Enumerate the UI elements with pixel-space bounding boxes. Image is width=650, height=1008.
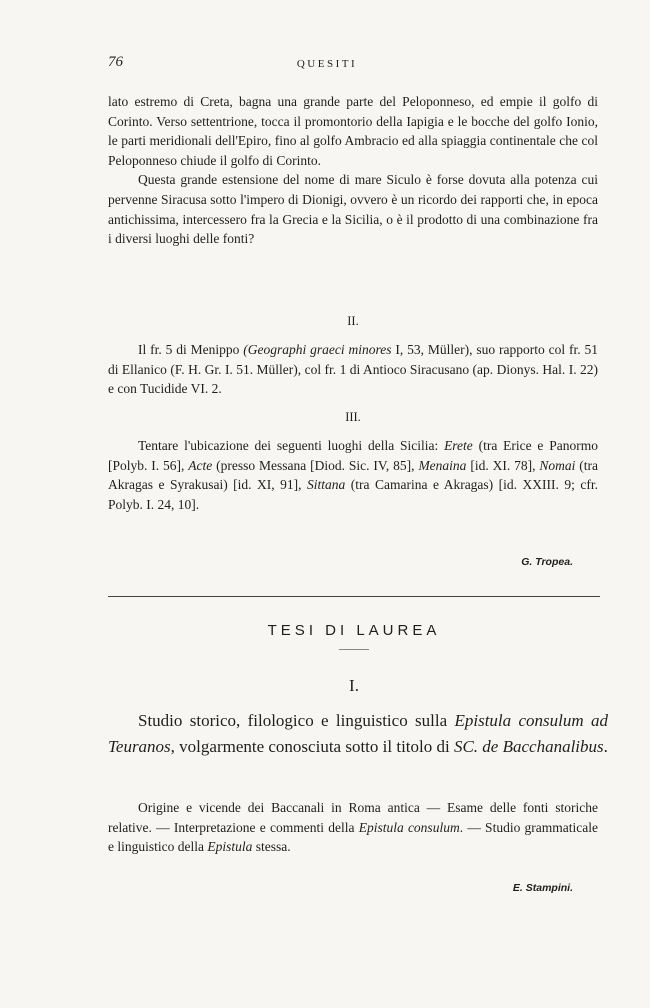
running-head: QUESITI [296,58,358,70]
text-span: Origine e vicende dei Baccanali in Roma antica — Esame delle fonti storiche relative. — Interpretazione e commenti della [108,800,598,835]
italic-span: Erete [444,438,473,453]
text-span: Il fr. 5 di Menippo [138,342,244,357]
thesis-description-text [108,798,598,857]
text-span: . [603,737,608,756]
tesi-heading: TESI DI LAUREA [267,622,441,639]
section-2-text [108,340,598,399]
text-span: (tra Akragas e Syrakusai) [id. XI, 91], [108,457,598,493]
thesis-title-text [108,708,608,760]
italic-span: Nomai [539,457,576,473]
signature-tropea: G. Tropea. [521,556,573,568]
text-span: Studio storico, filologico e linguistico sulla [138,711,455,730]
italic-span: SC. de Bacchanalibus [453,737,604,756]
italic-span: Sittana [307,477,346,493]
section-3-paragraph [108,436,598,514]
italic-span: Epistula consulum ad Teuranos [108,711,608,756]
text-span: (tra Erice e Panormo [Polyb. I. 56], [108,438,598,473]
section-numeral-3: III. [345,410,361,424]
heading-ornament [339,649,369,650]
tesi-numeral: I. [349,676,359,695]
italic-span: (Geographi graeci minores [243,342,392,357]
text-span: stessa. [252,839,291,855]
page-number: 76 [108,54,123,70]
text-span: (tra Camarina e Akragas) [id. XXIII. 9; cfr. Polyb. I. 24, 10]. [108,477,598,512]
text-span: , volgarmente conosciuta sotto il titolo di [170,737,454,756]
paragraph-2: Questa grande estensione del nome di mare Siculo è forse dovuta alla potenza cui pervenne Siracusa sotto l'impero di Dionigi, ovvero è un ricordo dei rapporti che, in epoca antichissima, intercessero fra la Grecia e la Sicilia, o è il prodotto di una combinazione fra i diversi luoghi delle fonti? [108,172,598,247]
text-span: [id. XI. 78], [466,457,540,473]
signature-stampini: E. Stampini. [512,882,573,894]
section-2-paragraph [108,340,598,399]
text-span: (presso Messana [Diod. Sic. IV, 85], [212,457,419,473]
continued-text [108,92,598,249]
section-divider [108,596,600,597]
text-span: . — Studio grammaticale e linguistico della [108,819,599,855]
thesis-title [108,708,608,760]
italic-span: Menaina [418,457,467,473]
section-numeral-2: II. [347,314,359,328]
page-header [108,54,546,78]
text-span: I, 53, Müller), suo rapporto col fr. 51 di Ellanico (F. H. Gr. I. 51. Müller), col fr. 1 di Antioco Siracusano (ap. Dionys. Hal. I. 22) e con Tucidide VI. 2. [108,342,598,397]
italic-span: Epistula [207,839,253,855]
thesis-description [108,798,598,857]
italic-span: Acte [188,457,213,473]
italic-span: Epistula consulum [358,819,460,835]
text-span: Tentare l'ubicazione dei seguenti luoghi della Sicilia: [138,438,445,453]
section-3-text [108,436,598,514]
paragraph-1: lato estremo di Creta, bagna una grande parte del Peloponneso, ed empie il golfo di Corinto. Verso settentrione, tocca il promontorio della Iapigia e le bocche del golfo Ionio, le parti meridionali dell'Epiro, fino al golfo Ambracio ed alla spiaggia continentale che col Peloponneso chiude il golfo di Corinto. [108,94,598,168]
